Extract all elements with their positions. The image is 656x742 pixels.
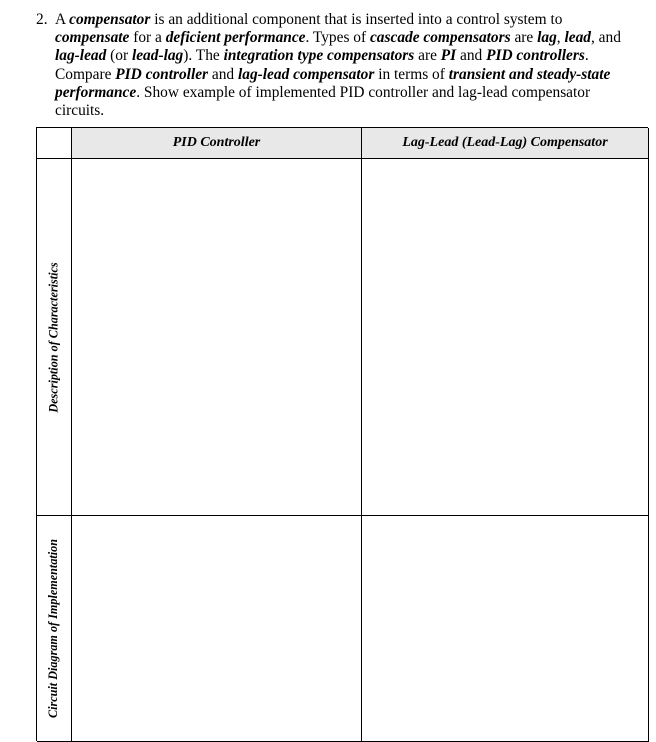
text-run: . Compare: [55, 47, 589, 83]
text-run: ,: [556, 29, 565, 47]
emphasized-term: compensator: [69, 11, 151, 28]
column-header-lag-lead: Lag-Lead (Lead-Lag) Compensator: [362, 128, 649, 159]
emphasized-term: integration type compensators: [223, 47, 415, 65]
row-label-description-text: Description of Characteristics: [46, 261, 61, 413]
answer-table: [36, 127, 648, 741]
text-run: (or: [106, 47, 132, 65]
emphasized-term: PI: [440, 47, 457, 65]
text-run: for a: [129, 29, 166, 47]
corner-cell: [37, 128, 72, 159]
emphasized-term: PID controller: [115, 65, 209, 83]
text-run: ). The: [183, 47, 224, 65]
text-run: . Show example of implemented PID controller and lag-lead compensator circuits.: [55, 83, 591, 120]
text-run: in terms of: [374, 65, 449, 83]
row-label-description: [37, 159, 72, 516]
emphasized-term: PID controllers: [486, 47, 585, 65]
text-run: is an additional component that is inserted into a control system to: [150, 11, 563, 28]
emphasized-term: lag: [537, 29, 557, 47]
emphasized-term: cascade compensators: [369, 29, 511, 47]
answer-cell-pid-description[interactable]: [72, 159, 362, 516]
emphasized-term: lag-lead compensator: [237, 65, 375, 83]
text-run: , and: [590, 29, 621, 47]
text-run: and: [208, 65, 238, 83]
text-run: are: [414, 47, 441, 65]
text-run: A: [55, 11, 70, 28]
emphasized-term: transient and steady-state performance: [55, 65, 611, 101]
question-text: [55, 11, 640, 120]
emphasized-term: lead: [564, 29, 591, 47]
emphasized-term: compensate: [55, 29, 130, 47]
emphasized-term: lag-lead: [55, 47, 107, 65]
answer-cell-lag-lead-circuit[interactable]: [362, 516, 649, 742]
text-run: and: [456, 47, 487, 65]
text-run: . Types of: [305, 29, 370, 47]
question-block: [36, 11, 640, 120]
row-label-circuit: [37, 516, 72, 742]
row-label-circuit-text: Circuit Diagram of Implementation: [46, 538, 61, 719]
answer-cell-lag-lead-description[interactable]: [362, 159, 649, 516]
emphasized-term: lead-lag: [131, 47, 184, 65]
emphasized-term: deficient performance: [165, 29, 306, 47]
question-number: 2.: [36, 11, 48, 28]
text-run: are: [510, 29, 538, 47]
column-header-pid: PID Controller: [72, 128, 362, 159]
answer-cell-pid-circuit[interactable]: [72, 516, 362, 742]
